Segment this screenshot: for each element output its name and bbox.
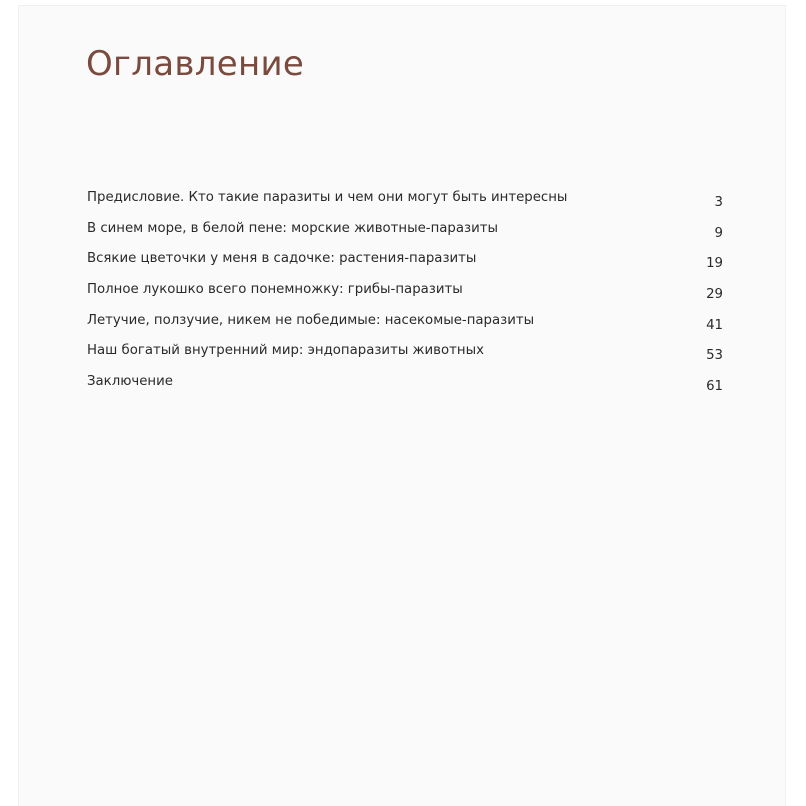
toc-entry-page-number: 41 — [706, 317, 723, 333]
toc-entry-preface — [87, 190, 723, 221]
book-page — [19, 6, 785, 806]
toc-entry-label: Полное лукошко всего понемножку: грибы-паразиты — [87, 282, 463, 298]
toc-entry-label: Предисловие. Кто такие паразиты и чем они могут быть интересны — [87, 190, 568, 205]
toc-entry-label: Всякие цветочки у меня в садочке: растения-паразиты — [87, 251, 477, 267]
table-of-contents — [87, 190, 723, 405]
toc-entry-page-number: 53 — [706, 348, 723, 364]
toc-entry-marine — [87, 221, 723, 252]
toc-entry-page-number: 61 — [706, 379, 723, 395]
toc-entry-page-number: 29 — [706, 287, 723, 303]
toc-entry-page-number: 3 — [714, 195, 723, 210]
toc-entry-label: Заключение — [87, 374, 173, 390]
toc-entry-page-number: 19 — [706, 256, 723, 272]
toc-entry-label: В синем море, в белой пене: морские животные-паразиты — [87, 220, 498, 236]
toc-entry-plants — [87, 251, 723, 282]
toc-entry-conclusion — [87, 374, 723, 405]
page-title: Оглавление — [86, 44, 305, 84]
toc-entry-label: Летучие, ползучие, никем не победимые: насекомые-паразиты — [87, 312, 535, 328]
toc-entry-label: Наш богатый внутренний мир: эндопаразиты животных — [87, 343, 484, 359]
toc-entry-fungi — [87, 282, 723, 313]
toc-entry-endoparasites — [87, 343, 723, 374]
toc-entry-page-number: 9 — [714, 225, 723, 241]
toc-entry-insects — [87, 313, 723, 344]
